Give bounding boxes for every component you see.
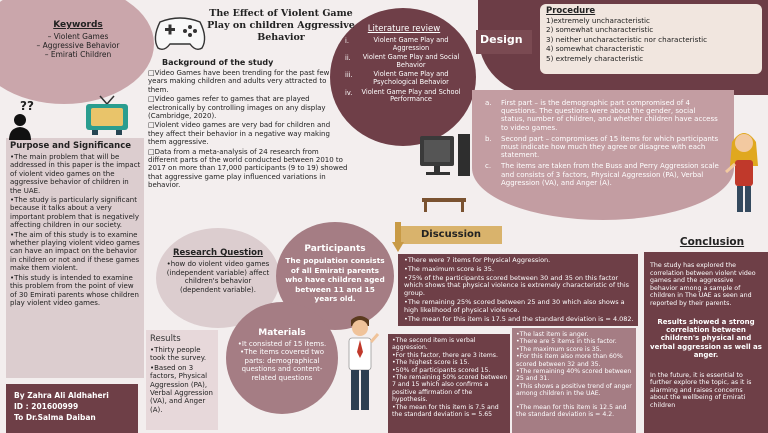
scale-item: 3) neither uncharacteristic nor characteristic — [546, 34, 708, 44]
procedure-title: Procedure — [546, 6, 596, 16]
conclusion-paragraph: In the future, it is essential to further explore the topic, as it is alarming and raises concerns about the wellbeing of Emirati children — [650, 371, 752, 409]
research-question-title: Research Question — [172, 248, 264, 258]
conclusion-title: Conclusion — [679, 236, 745, 248]
background-paragraph: □Video Games have been trending for the past few years making children and adults very attracted to them. — [148, 69, 330, 94]
verbal-bullet: •For this factor, there are 3 items. — [392, 351, 498, 359]
background-paragraph: □Violent video games are very bad for children and they affect their behavior in a negative way making them aggressive. — [148, 121, 331, 147]
design-parts — [484, 98, 720, 188]
literature-title: Literature review — [367, 24, 441, 34]
part-letter: b. — [485, 134, 492, 143]
literature-item: Violent Game Play and Social Behavior — [362, 53, 460, 69]
verbal-bullet: •50% of participants scored 15. — [392, 366, 491, 374]
physical-bullet: •The mean for this item is 17.5 and the standard deviation is = 4.082. — [404, 314, 634, 323]
author-supervisor: To Dr.Salma Daiban — [14, 413, 96, 422]
participants — [284, 244, 386, 304]
computer-icon — [418, 128, 474, 212]
author-name: By Zahra Ali Aldhaheri — [14, 391, 109, 400]
background-title: Background of the study — [162, 58, 274, 67]
conclusion-paragraph: The study has explored the correlation between violent video games and the aggressive behavior among a sample of children in The UAE as seen and reported by their parents. — [650, 262, 756, 307]
physical-bullet: •75% of the participants scored between 30 and 35 on this factor which shows that physical violence is extremely characteristic of this group. — [404, 273, 630, 298]
participants-title: Participants — [304, 244, 366, 254]
participants-text: The population consists of all Emirati parents who have children aged between 11 and 15 years old. — [285, 256, 385, 304]
results — [150, 334, 218, 415]
physical-bullet: •There were 7 items for Physical Aggression. — [404, 256, 551, 264]
man-icon — [340, 312, 380, 416]
research-question-text: •how do violent video games (independent variable) affect children's behavior (dependent variable). — [166, 260, 270, 294]
research-question — [166, 248, 270, 294]
scale-item: 4) somewhat characteristic — [546, 44, 645, 54]
verbal-bullet: •The mean for this item is 7.5 and the standard deviation is = 5.65 — [392, 403, 499, 419]
discussion-physical — [404, 257, 634, 324]
keyword-item: – Aggressive Behavior — [36, 41, 120, 50]
anger-bullet: •The maximum score is 35. — [516, 345, 602, 353]
author-id: ID : 201600999 — [14, 402, 79, 411]
design-part: First part – is the demographic part compromised of 4 questions. The questions were about the gender, social status, number of children, and whether children have access to video games. — [501, 99, 718, 132]
thinking-person-icon — [6, 96, 42, 140]
discussion-anger — [516, 331, 634, 418]
purpose-bullet: •The study is particularly significant because it talks about a very important problem that is negatively affecting children in our society. — [10, 196, 139, 230]
literature-item: Violent Game Play and Psychological Behavior — [373, 70, 449, 86]
results-title: Results — [150, 334, 181, 344]
background-paragraph: □Data from a meta-analysis of 24 research from different parts of the world conducted between 2010 to 2017 on more than 17,000 participants (9 to 19) showed that aggressive game play influenced variations in behavior. — [148, 147, 348, 190]
discussion-title: Discussion — [420, 229, 482, 240]
anger-bullet: •The mean for this item is 12.5 and the standard deviation is = 4.2. — [516, 403, 627, 419]
background-section — [148, 58, 348, 191]
author-info — [14, 390, 138, 423]
discussion-verbal — [392, 337, 508, 418]
results-bullet: •Based on 3 factors, Physical Aggression (PA), Verbal Aggression (VA), and Anger (A). — [150, 363, 213, 414]
procedure-block — [546, 6, 760, 63]
scale-item: 2) somewhat uncharacteristic — [546, 25, 654, 35]
purpose-section — [10, 141, 141, 308]
purpose-title: Purpose and Significance — [10, 141, 132, 151]
arrow-down-icon — [392, 222, 404, 252]
discussion-label — [400, 226, 502, 244]
anger-bullet: •For this item also more than 60% scored between 32 and 35. — [516, 353, 623, 368]
conclusion-body — [650, 262, 762, 410]
literature-numeral: ii. — [345, 54, 351, 63]
physical-bullet: •The remaining 25% scored between 25 and 30 which also shows a high likelihood of physical violence. — [404, 297, 625, 314]
purpose-bullet: •The main problem that will be addressed in this paper is the impact of violent video games on the aggressive behavior of children in the UAE. — [10, 153, 141, 195]
materials-bullet: •The items covered two parts: demographical questions and content-related questions — [239, 348, 325, 382]
results-bullet: •Thirty people took the survey. — [150, 346, 207, 363]
literature-numeral: iii. — [345, 71, 353, 80]
verbal-bullet: •The highest score is 15. — [392, 359, 470, 367]
keyword-item: – Violent Games — [47, 32, 109, 41]
scale-item: 1)extremely uncharacteristic — [546, 16, 650, 25]
gamepad-icon — [150, 8, 210, 54]
verbal-bullet: •The second item is verbal aggression. — [392, 337, 476, 352]
design-title: Design — [480, 33, 523, 46]
anger-bullet: •The remaining 40% scored between 25 and 31. — [516, 368, 632, 383]
tv-icon — [80, 94, 134, 138]
keywords-block — [22, 20, 134, 59]
literature-item: Violent Game Play and Aggression — [373, 36, 449, 52]
background-paragraph: □Video games refer to games that are played electronically by controlling images on any display (Cambridge, 2020). — [148, 95, 326, 121]
conclusion-paragraph: Results showed a strong correlation between children's physical and verbal aggression as well as anger. — [650, 317, 762, 360]
anger-bullet: •This shows a positive trend of anger among children in the UAE. — [516, 382, 632, 398]
materials — [236, 328, 328, 382]
svg-text:??: ?? — [20, 99, 34, 113]
literature-item: Violent Game Play and School Performance — [361, 87, 461, 104]
anger-bullet: •The last item is anger. — [516, 331, 589, 338]
literature-review — [344, 24, 464, 105]
design-part: The items are taken from the Buss and Perry Aggression scale and consists of 3 factors, Physical Aggression (PA), Verbal Aggression (VA), and Anger (A). — [501, 162, 719, 187]
design-part: Second part – compromises of 15 items for which participants must indicate how much they agree or disagree with each statement. — [501, 134, 719, 160]
literature-numeral: iv. — [345, 88, 353, 97]
keywords-title: Keywords — [53, 20, 103, 30]
part-letter: c. — [485, 162, 492, 171]
scale-item: 5) extremely characteristic — [546, 53, 644, 63]
keyword-item: – Emirati Children — [44, 50, 112, 59]
anger-bullet: •There are 5 items in this factor. — [516, 338, 617, 346]
verbal-bullet: •The remaining 50% scored between 7 and 15 which also confirms a positive affirmation of the hypothesis. — [392, 374, 508, 404]
purpose-bullet: •This study is intended to examine this problem from the point of view of 30 Emirati parents whose children play violent video games. — [10, 273, 139, 307]
poster-title: The Effect of Violent Game Play on children Aggressive Behavior — [207, 8, 355, 43]
materials-title: Materials — [258, 328, 306, 338]
physical-bullet: •The maximum score is 35. — [404, 264, 494, 273]
part-letter: a. — [485, 99, 492, 107]
literature-numeral: i. — [345, 37, 349, 45]
materials-bullet: •It consisted of 15 items. — [237, 340, 327, 348]
woman-icon — [722, 126, 766, 218]
purpose-bullet: •The aim of this study is to examine whether playing violent video games can have an impact on the behavior in children or not and if these games make them violent. — [10, 230, 140, 273]
